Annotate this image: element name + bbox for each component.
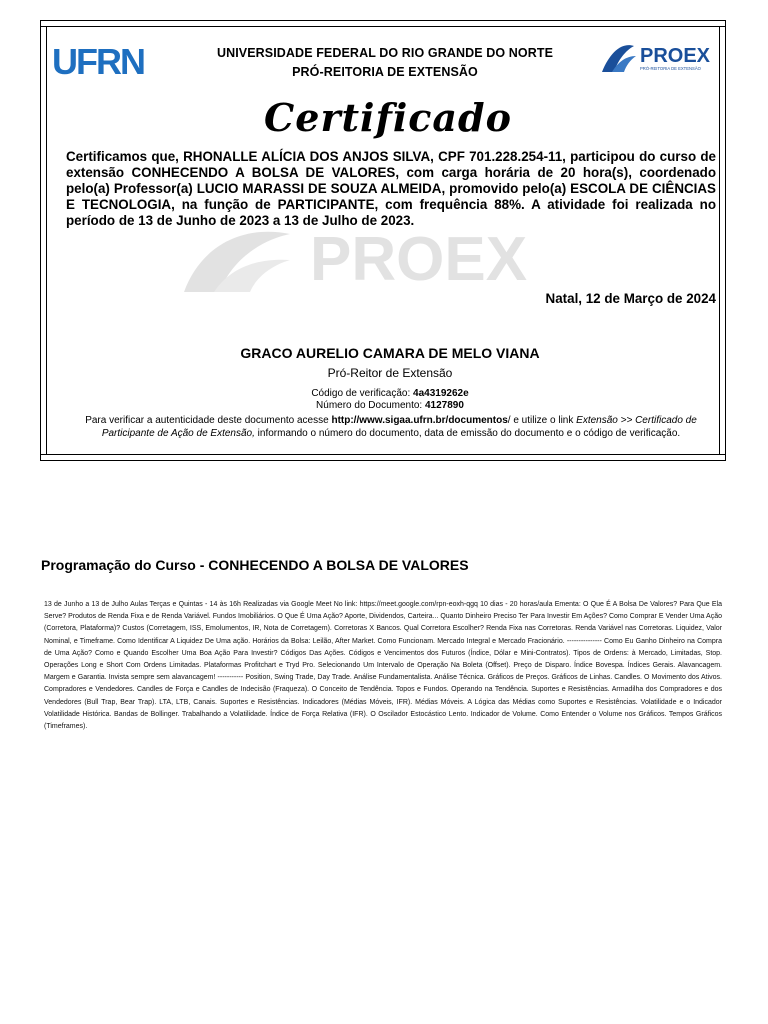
verify-suffix: informando o número do documento, data de emissão do documento e o código de verificação. xyxy=(254,428,681,439)
proex-logo-text: PROEX xyxy=(640,45,711,67)
ufrn-logo-text: UFRN xyxy=(52,44,144,78)
verify-link-text: Extensão >> Certificado de Participante de Ação de Extensão, xyxy=(101,415,697,439)
frame-inner-left-line xyxy=(46,27,47,455)
certificate-title: Certificado xyxy=(264,95,512,140)
place-and-date: Natal, 12 de Março de 2024 xyxy=(545,291,716,306)
document-number-line xyxy=(160,400,620,411)
certificate-body: Certificamos que, RHONALLE ALÍCIA DOS ANJOS SILVA, CPF 701.228.254-11, participou do curso de extensão CONHECENDO A BOLSA DE VALORES, com carga horária de 20 hora(s), coordenado pelo(a) Professor(a) LUCIO MARASSI DE SOUZA ALMEIDA, promovido pelo(a) ESCOLA DE CIÊNCIAS E TECNOLOGIA, na função de PARTICIPANTE, com frequência 88%. A atividade foi realizada no período de 13 de Junho de 2023 a 13 de Julho de 2023. xyxy=(66,149,716,228)
verification-instructions xyxy=(62,414,720,440)
verification-code-line xyxy=(160,388,620,399)
document-number: 4127890 xyxy=(425,400,464,411)
verify-url-link[interactable]: http://www.sigaa.ufrn.br/documentos xyxy=(331,415,508,426)
department-name: PRÓ-REITORIA DE EXTENSÃO xyxy=(292,65,478,79)
university-name: UNIVERSIDADE FEDERAL DO RIO GRANDE DO NORTE xyxy=(216,46,554,60)
signer-name: GRACO AURELIO CAMARA DE MELO VIANA xyxy=(240,345,540,361)
verification-code-label: Código de verificação: xyxy=(311,388,411,399)
program-title: Programação do Curso - CONHECENDO A BOLSA DE VALORES xyxy=(41,557,469,573)
proex-logo xyxy=(600,38,718,78)
watermark-text: PROEX xyxy=(310,225,528,294)
verify-prefix: Para verificar a autenticidade deste documento acesse xyxy=(85,415,329,426)
document-number-label: Número do Documento: xyxy=(316,400,423,411)
proex-logo-subtext: PRÓ-REITORIA DE EXTENSÃO xyxy=(640,66,701,71)
frame-inner-top-line xyxy=(40,26,726,27)
proex-watermark xyxy=(180,218,580,296)
frame-inner-right-line xyxy=(719,27,720,455)
verification-code: 4a4319262e xyxy=(413,388,469,399)
frame-inner-bottom-line xyxy=(40,454,726,455)
signer-role: Pró-Reitor de Extensão xyxy=(327,366,453,380)
verify-mid: / e utilize o link xyxy=(507,415,574,426)
ufrn-logo xyxy=(52,44,156,78)
program-text: 13 de Junho a 13 de Julho Aulas Terças e Quintas - 14 às 16h Realizadas via Google Meet No link: https://meet.google.com/rpn-eoxh-qgq 10 dias - 20 horas/aula Ementa: O Que É A Bolsa De Valores? Para Que Ela Serve? Produtos de Renda Fixa e de Renda Variável. Fundos Imobiliários. O Que É Uma Ação? Aporte, Dividendos, Carteira... Quanto Dinheiro Preciso Ter Para Investir Em Ações? Como Comprar E Vender Uma Ação (Corretora, Plataforma)? Custos (Corretagem, ISS, Emolumentos, IR, Nota de Corretagem). Corretoras X Bancos. Qual Corretora Escolher? Renda Fixa nas Corretoras. Renda Variável nas Corretoras. Liquidez, Valor Nominal, e Timeframe. Como Identificar A Liquidez De Uma ação. Horários da Bolsa: Leilão, After Market. Como Funcionam. Mercado Integral e Mercado Fracionário. --------------- Como Eu Ganho Dinheiro na Compra de Uma Ação? Como e Quando Escolher Uma Boa Ação Para Investir? Códigos Das Ações. Códigos e Vencimentos dos Futuros (Índice, Dólar e Mini-Contratos). Tipos de Ordens: à Mercado, Limitadas, Stop. Operações Long e Short Com Ordens Limitadas. Plataformas Profitchart e Tryd Pro. Selecionando Um Intervalo de Operação Na Boleta (Offset). Preço de Disparo. Índice Bovespa. Índices Gerais. Alavancagem. Margem e Garantia. Invista sempre sem alavancagem! ----------- Position, Swing Trade, Day Trade. Análise Fundamentalista. Análise Técnica. Gráficos de Preços. Gráficos de Linhas. Candles. O Movimento dos Ativos. Compradores e Vendedores. Candles de Força e Candles de Indecisão (Fraqueza). O Conceito de Tendência. Topos e Fundos. Operando na Tendência. Suportes e Resistências. Armadilha dos Compradores e dos Vendedores (Bull Trap, Bear Trap). LTA, LTB, Canais. Suportes e Resistências. Indicadores (Médias Móveis, IFR). Médias Móveis. A Lógica das Médias como Suportes e Resistências. Volatilidade e o Indicador Volatilidade Histórica. Bandas de Bollinger. Trabalhando a Volatilidade. Índice de Força Relativa (IFR). O Oscilador Estocástico Lento. Indicador de Volume. Como Entender o Volume nos Gráficos. Tempos Gráficos (Timeframes). xyxy=(44,601,722,731)
